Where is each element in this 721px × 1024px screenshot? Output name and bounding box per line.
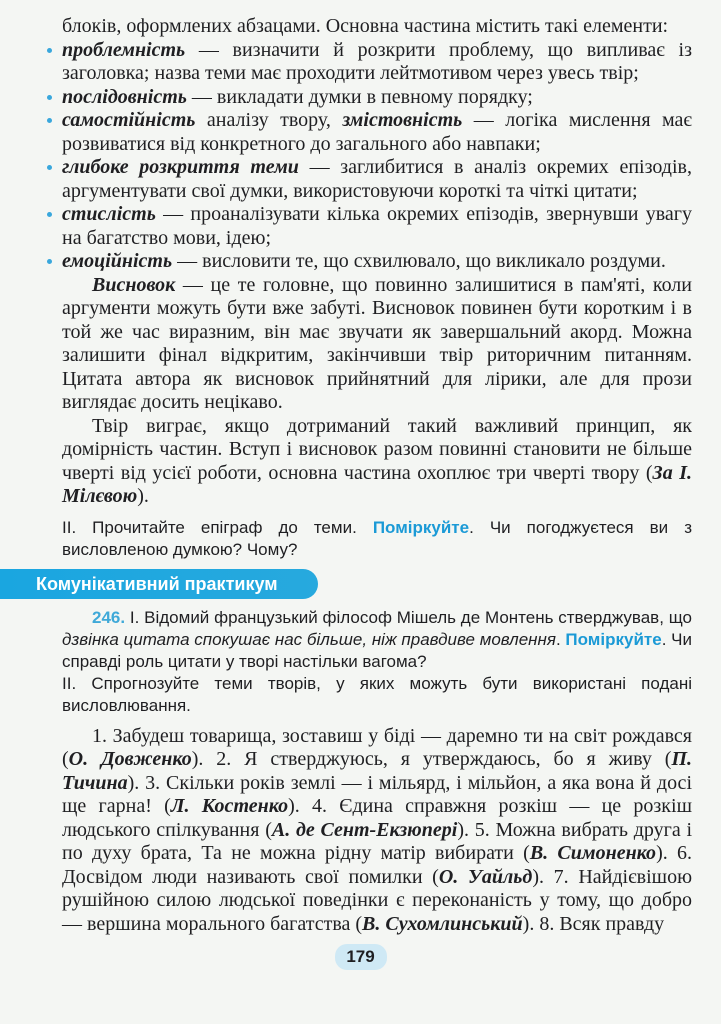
text-run: II. Спрогнозуйте теми творів, у яких можуть бути використані подані висловлювання.: [62, 673, 692, 715]
list-item: [62, 250, 692, 274]
spacer: [0, 509, 721, 517]
bullet-icon: [47, 165, 52, 170]
highlight-word: Поміркуйте: [565, 629, 662, 649]
page-number: 179: [335, 944, 387, 970]
conclusion-paragraph: [62, 274, 692, 415]
text-run: ). 2. Я стверджуюсь, я утверждаюсь, бо я живу (: [191, 748, 672, 770]
text-run: ). 4. Єдина справжня розкіш — це розкіш людського спілкування (: [62, 795, 692, 841]
text-run: дзвінка цитата спокушає нас більше, ніж правдиве мовлення: [62, 629, 556, 649]
text-run: змістовність: [342, 109, 463, 131]
spacer: [0, 717, 721, 725]
text-run: стислість: [62, 203, 156, 225]
list-item: [62, 109, 692, 156]
bullet-icon: [47, 95, 52, 100]
text-run: проблемність: [62, 38, 186, 61]
text-run: ). 8. Всяк правду: [522, 912, 665, 935]
text-run: 1. Забудеш товарища, зоставиш у біді — даремно ти на світ рождався (: [62, 724, 692, 770]
text-run: Л. Костенко: [170, 795, 289, 817]
text-run: — висловити те, що схвилювало, що викликало роздуми.: [172, 250, 666, 272]
essay-structure-section: [62, 15, 692, 509]
text-run: В. Симоненко: [529, 842, 657, 864]
intro-paragraph: [62, 15, 692, 39]
text-run: ). 6. Досвідом люди називають свої помилки (: [62, 842, 692, 888]
text-run: — це те головне, що повинно залишитися в пам'яті, коли аргументи можуть бути вже забуті. Висновок повинен бути коротким і в той же час виразним, він має звучати як завершальний акорд. Можна залишити фінал відкритим, закінчивши твір риторичним питанням. Цитата автора як висновок прийнятний для лірики, але для прози виглядає досить нецікаво.: [62, 273, 692, 413]
text-run: ). 5. Можна вибрать друга і по духу брата, Та не можна рідну матір вибирати (: [62, 818, 693, 864]
list-item: [62, 156, 692, 203]
text-run: послідовність: [62, 85, 187, 108]
bullet-icon: [47, 48, 52, 53]
text-run: Висновок: [92, 273, 176, 296]
text-run: емоційність: [62, 250, 173, 272]
text-run: ). 3. Скільки років землі — і мільярд, і мільйон, а яка вона й досі ще гарна! (: [62, 771, 692, 817]
list-item: [62, 86, 692, 110]
text-run: О. Уайльд: [438, 865, 533, 888]
text-run: .: [555, 629, 566, 649]
text-run: О. Довженко: [68, 748, 192, 770]
text-run: самостійність: [62, 109, 196, 131]
exercise-part1: [62, 607, 692, 673]
bullet-icon: [47, 212, 52, 217]
text-run: — логіка мислення має розвиватися від конкретного до загального або навпаки;: [62, 109, 693, 155]
text-run: . Чи погоджуєтеся ви з висловленою думкою? Чому?: [62, 517, 692, 559]
exercise-part2: [62, 673, 692, 717]
list-item: [62, 39, 692, 86]
text-run: I. Відомий французький філософ Мішель де Монтень стверджував, що: [125, 607, 692, 627]
text-run: — викладати думки в певному порядку;: [186, 85, 533, 108]
text-run: аналізу твору,: [195, 109, 343, 131]
text-run: ). 7. Найдієвішою рушійною силою людської поведінки є переконаність у тому, що добро — вершина морального багатства (: [62, 865, 693, 935]
quotes-paragraph: [62, 725, 692, 937]
section-banner: Комунікативний практикум: [0, 569, 318, 599]
exercise-246: [62, 607, 692, 717]
principle-paragraph: [62, 415, 692, 509]
text-run: ).: [137, 485, 149, 507]
text-run: — проаналізувати кілька окремих епізодів, звернувши увагу на багатство мови, ідею;: [62, 203, 692, 249]
text-run: глибоке розкриття теми: [62, 156, 299, 178]
text-run: За І. Мілєвою: [62, 461, 692, 507]
text-run: — визначити й розкрити проблему, що випливає із заголовка; назва теми має проходити лейтмотивом через увесь твір;: [62, 38, 692, 84]
text-run: П. Тичина: [62, 748, 692, 794]
highlight-word: Поміркуйте: [372, 517, 470, 537]
bullet-icon: [47, 118, 52, 123]
text-run: А. де Сент-Екзюпері: [271, 818, 458, 841]
task-ii: [62, 517, 692, 561]
bullet-icon: [47, 259, 52, 264]
text-run: В. Сухомлинський: [362, 912, 523, 935]
text-run: II. Прочитайте епіграф до теми.: [62, 517, 373, 537]
text-run: — заглибитися в аналіз окремих епізодів, аргументувати свої думки, використовуючи короткі та чіткі цитати;: [62, 156, 692, 202]
text-run: блоків, оформлених абзацами. Основна частина містить такі елементи:: [62, 15, 669, 37]
list-item: [62, 203, 692, 250]
quotes-text: [62, 725, 692, 937]
text-run: Твір виграє, якщо дотриманий такий важливий принцип, як домірність частин. Вступ і висновок разом повинні становити не більше чверті від усієї роботи, основна частина охоплює три чверті твору (: [62, 414, 692, 484]
text-run: . Чи справді роль цитати у творі настільки вагома?: [62, 629, 692, 671]
elements-list: [62, 39, 692, 274]
exercise-number: 246.: [92, 607, 126, 627]
